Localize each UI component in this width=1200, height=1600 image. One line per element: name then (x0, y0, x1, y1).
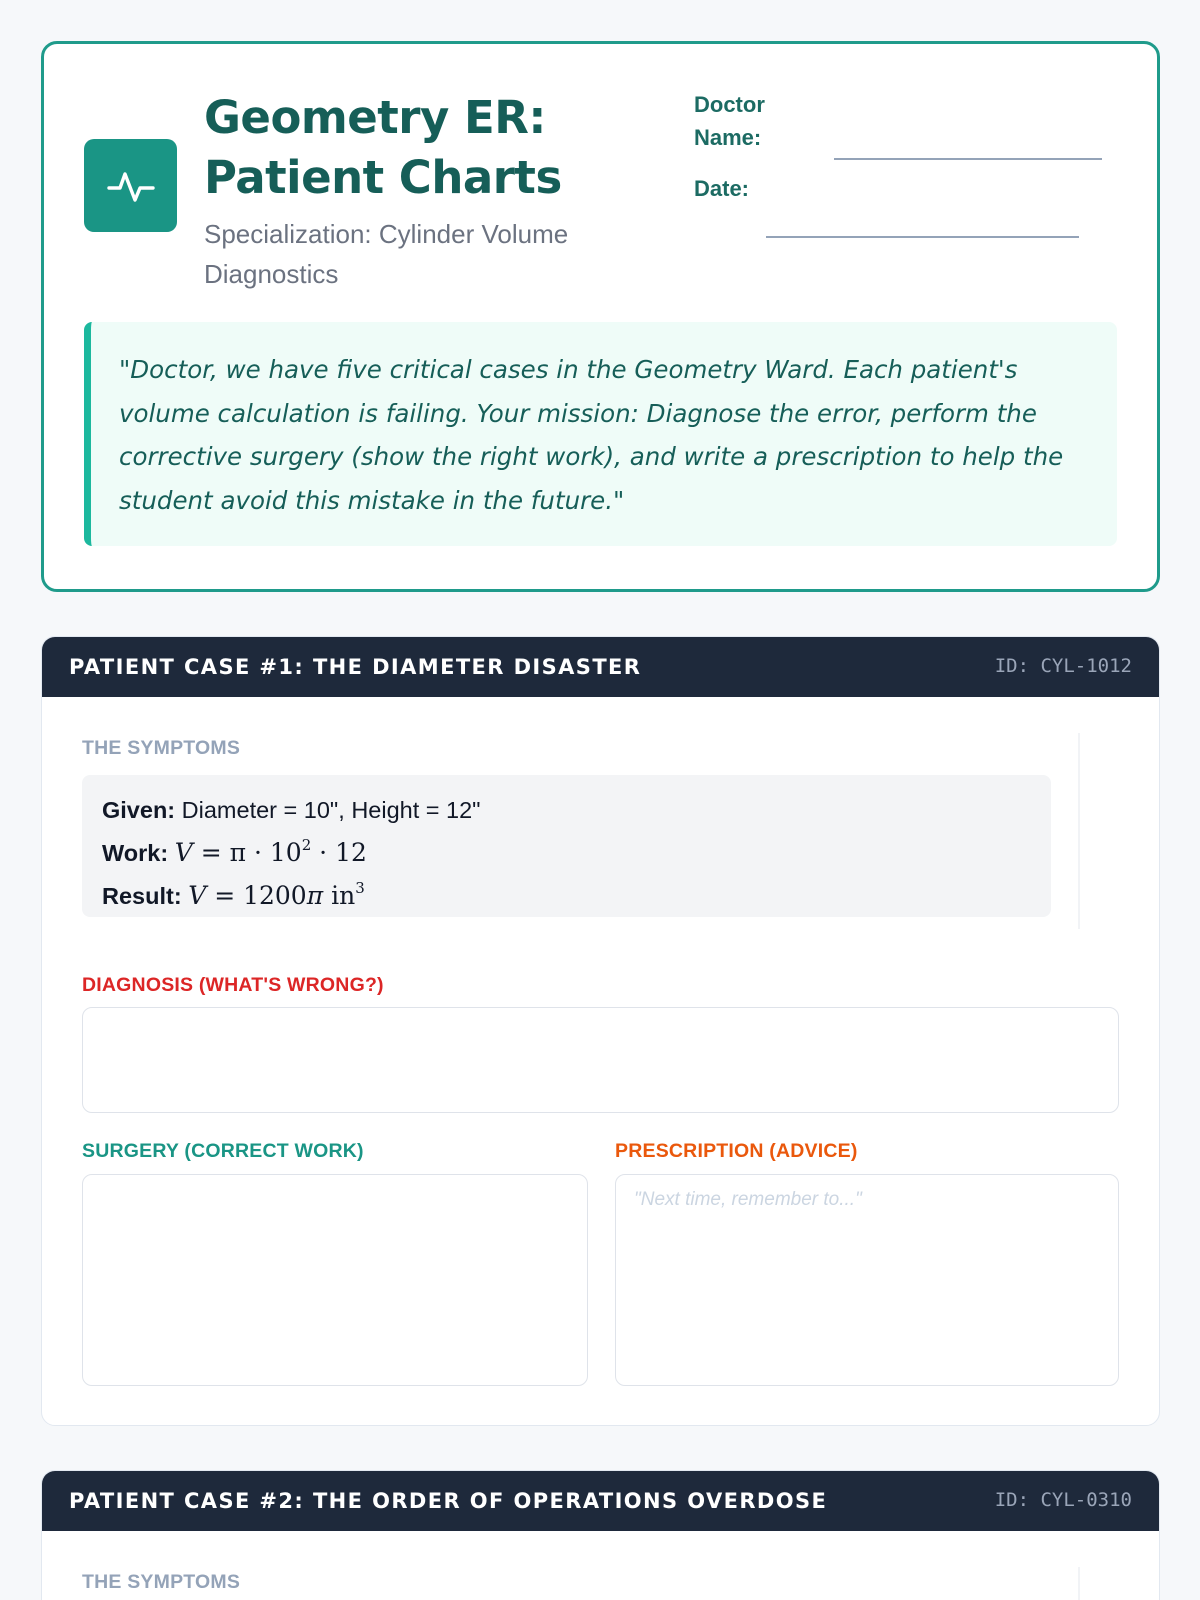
surgery-label: SURGERY (CORRECT WORK) (82, 1140, 364, 1162)
case-id: ID: CYL-1012 (994, 655, 1132, 677)
prescription-input[interactable] (615, 1174, 1119, 1386)
work-label: Work: (102, 840, 169, 866)
date-label: Date: (694, 176, 750, 201)
header-card (41, 41, 1160, 592)
doctor-name-field[interactable] (834, 158, 1102, 160)
divider (1078, 733, 1080, 929)
given-label: Given: (102, 797, 176, 823)
case-id: ID: CYL-0310 (994, 1489, 1132, 1511)
date-field[interactable] (766, 236, 1079, 238)
case-header (42, 637, 1159, 697)
case-header (42, 1471, 1159, 1531)
doctor-name-row (694, 88, 1114, 168)
mission-quote (84, 322, 1117, 546)
prescription-placeholder: "Next time, remember to..." (634, 1189, 862, 1210)
doctor-fields (694, 88, 1114, 201)
divider (1078, 1567, 1080, 1600)
date-row (694, 172, 1114, 212)
case-title: PATIENT CASE #2: THE ORDER OF OPERATIONS OVERDOSE (69, 1489, 828, 1513)
symptoms-box (82, 775, 1051, 917)
symptoms-label: THE SYMPTOMS (82, 737, 241, 759)
result-line (102, 871, 1031, 914)
diagnosis-label: DIAGNOSIS (WHAT'S WRONG?) (82, 974, 384, 996)
patient-case-1 (41, 636, 1160, 1426)
surgery-input[interactable] (82, 1174, 588, 1386)
work-line (102, 828, 1031, 871)
prescription-label: PRESCRIPTION (ADVICE) (615, 1140, 858, 1162)
result-formula: V = 1200π $in^3$ (188, 879, 365, 910)
case-title: PATIENT CASE #1: THE DIAMETER DISASTER (69, 655, 642, 679)
work-formula: $V = \pi \cdot 10^2 \cdot 12$ (174, 836, 367, 867)
pulse-icon (84, 139, 177, 232)
given-value: Diameter = 10", Height = 12" (181, 797, 481, 823)
diagnosis-input[interactable] (82, 1007, 1119, 1113)
patient-case-2 (41, 1470, 1160, 1600)
doctor-name-label: Doctor Name: (694, 92, 765, 150)
result-label: Result: (102, 883, 182, 909)
title-block (204, 88, 704, 294)
page-subtitle: Specialization: Cylinder Volume Diagnostics (204, 219, 569, 289)
page-title: Geometry ER: Patient Charts (204, 91, 562, 204)
mission-quote-text: "Doctor, we have five critical cases in the Geometry Ward. Each patient's volume calculation is failing. Your mission: Diagnose the error, perform the corrective surgery (show the right work), and write a prescription to help the student avoid this mistake in the future." (119, 355, 1064, 515)
symptoms-label: THE SYMPTOMS (82, 1571, 241, 1593)
given-line (102, 793, 1031, 828)
